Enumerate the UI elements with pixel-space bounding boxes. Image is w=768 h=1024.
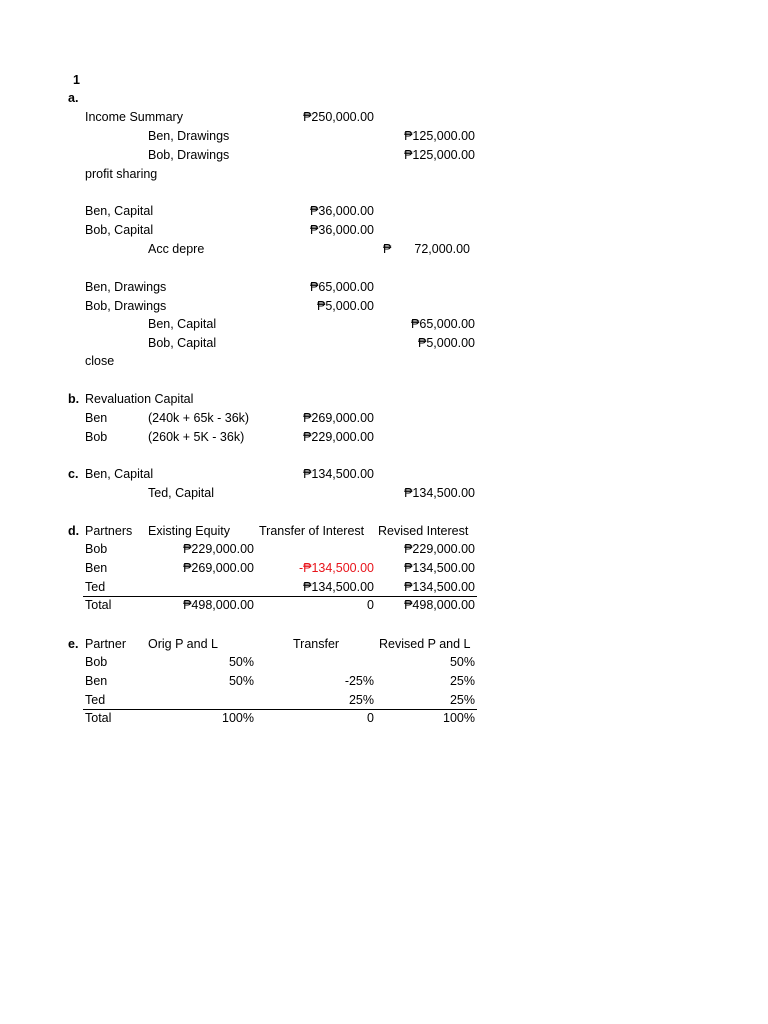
section-a-letter: a. (68, 91, 79, 105)
d-header-existing-equity: Existing Equity (148, 524, 230, 538)
entry3-credit1-amount: ₱65,000.00 (411, 317, 475, 331)
d-row-partner: Ted (85, 580, 106, 594)
e-header-orig-pl: Orig P and L (148, 637, 218, 651)
entry2-debit1-account: Ben, Capital (85, 204, 154, 218)
entry3-debit2-amount: ₱5,000.00 (317, 299, 374, 313)
d-row-revised: ₱134,500.00 (404, 561, 475, 575)
c-credit-amount: ₱134,500.00 (404, 486, 475, 500)
entry3-debit1-amount: ₱65,000.00 (310, 280, 374, 294)
e-row-orig: 50% (228, 655, 254, 669)
e-row-partner: Ted (85, 693, 106, 707)
e-row-revised: 25% (449, 693, 475, 707)
section-d-letter: d. (68, 524, 80, 538)
entry3-debit1-account: Ben, Drawings (85, 280, 167, 294)
d-row-existing: ₱269,000.00 (183, 561, 254, 575)
d-total-transfer: 0 (367, 598, 374, 612)
d-total-existing: ₱498,000.00 (183, 598, 254, 612)
b-row-name: Ben (85, 411, 108, 425)
d-row-partner: Bob (85, 542, 108, 556)
entry1-credit2-amount: ₱125,000.00 (404, 148, 475, 162)
e-row-partner: Bob (85, 655, 108, 669)
c-debit-account: Ben, Capital (85, 467, 154, 481)
section-c-letter: c. (68, 467, 79, 481)
entry1-note: profit sharing (85, 167, 158, 181)
d-header-revised-interest: Revised Interest (378, 524, 469, 538)
section-b-title: Revaluation Capital (85, 392, 194, 406)
entry3-credit2-amount: ₱5,000.00 (418, 336, 475, 350)
d-row-revised: ₱134,500.00 (404, 580, 475, 594)
section-b-letter: b. (68, 392, 80, 406)
e-header-revised-pl: Revised P and L (379, 637, 471, 651)
e-total-transfer: 0 (367, 711, 374, 725)
entry2-credit-amount: 72,000.00 (414, 242, 470, 256)
d-total-revised: ₱498,000.00 (404, 598, 475, 612)
b-row-amount: ₱229,000.00 (303, 430, 374, 444)
e-row-transfer: 25% (348, 693, 374, 707)
entry3-note: close (85, 354, 115, 368)
entry3-credit1-account: Ben, Capital (148, 317, 217, 331)
entry2-debit2-account: Bob, Capital (85, 223, 154, 237)
b-row-formula: (260k + 5K - 36k) (148, 430, 245, 444)
e-total-label: Total (85, 711, 112, 725)
d-header-transfer-of-interest: Transfer of Interest (259, 524, 365, 538)
section-e-letter: e. (68, 637, 79, 651)
d-header-partners: Partners (85, 524, 133, 538)
c-debit-amount: ₱134,500.00 (303, 467, 374, 481)
b-row-name: Bob (85, 430, 108, 444)
entry1-debit-amount: ₱250,000.00 (303, 110, 374, 124)
entry2-debit2-amount: ₱36,000.00 (310, 223, 374, 237)
c-credit-account: Ted, Capital (148, 486, 215, 500)
d-row-transfer: ₱134,500.00 (303, 580, 374, 594)
e-total-orig: 100% (222, 711, 254, 725)
entry2-credit-currency: ₱ (383, 242, 392, 256)
d-row-transfer-negative: -₱134,500.00 (298, 561, 374, 575)
e-row-revised: 50% (449, 655, 475, 669)
entry1-credit1-account: Ben, Drawings (148, 129, 230, 143)
entry3-credit2-account: Bob, Capital (148, 336, 217, 350)
e-row-transfer: -25% (344, 674, 374, 688)
entry3-debit2-account: Bob, Drawings (85, 299, 167, 313)
d-row-existing: ₱229,000.00 (183, 542, 254, 556)
entry1-credit2-account: Bob, Drawings (148, 148, 230, 162)
b-row-formula: (240k + 65k - 36k) (148, 411, 250, 425)
e-header-partner: Partner (85, 637, 126, 651)
e-total-rule (83, 709, 477, 710)
entry1-credit1-amount: ₱125,000.00 (404, 129, 475, 143)
d-row-partner: Ben (85, 561, 108, 575)
e-row-orig: 50% (228, 674, 254, 688)
entry2-debit1-amount: ₱36,000.00 (310, 204, 374, 218)
e-total-revised: 100% (443, 711, 475, 725)
d-total-label: Total (85, 598, 112, 612)
e-row-revised: 25% (449, 674, 475, 688)
entry1-debit-account: Income Summary (85, 110, 183, 124)
entry2-credit-account: Acc depre (148, 242, 205, 256)
problem-number: 1 (73, 73, 80, 87)
e-row-partner: Ben (85, 674, 108, 688)
b-row-amount: ₱269,000.00 (303, 411, 374, 425)
e-header-transfer: Transfer (293, 637, 340, 651)
d-row-revised: ₱229,000.00 (404, 542, 475, 556)
